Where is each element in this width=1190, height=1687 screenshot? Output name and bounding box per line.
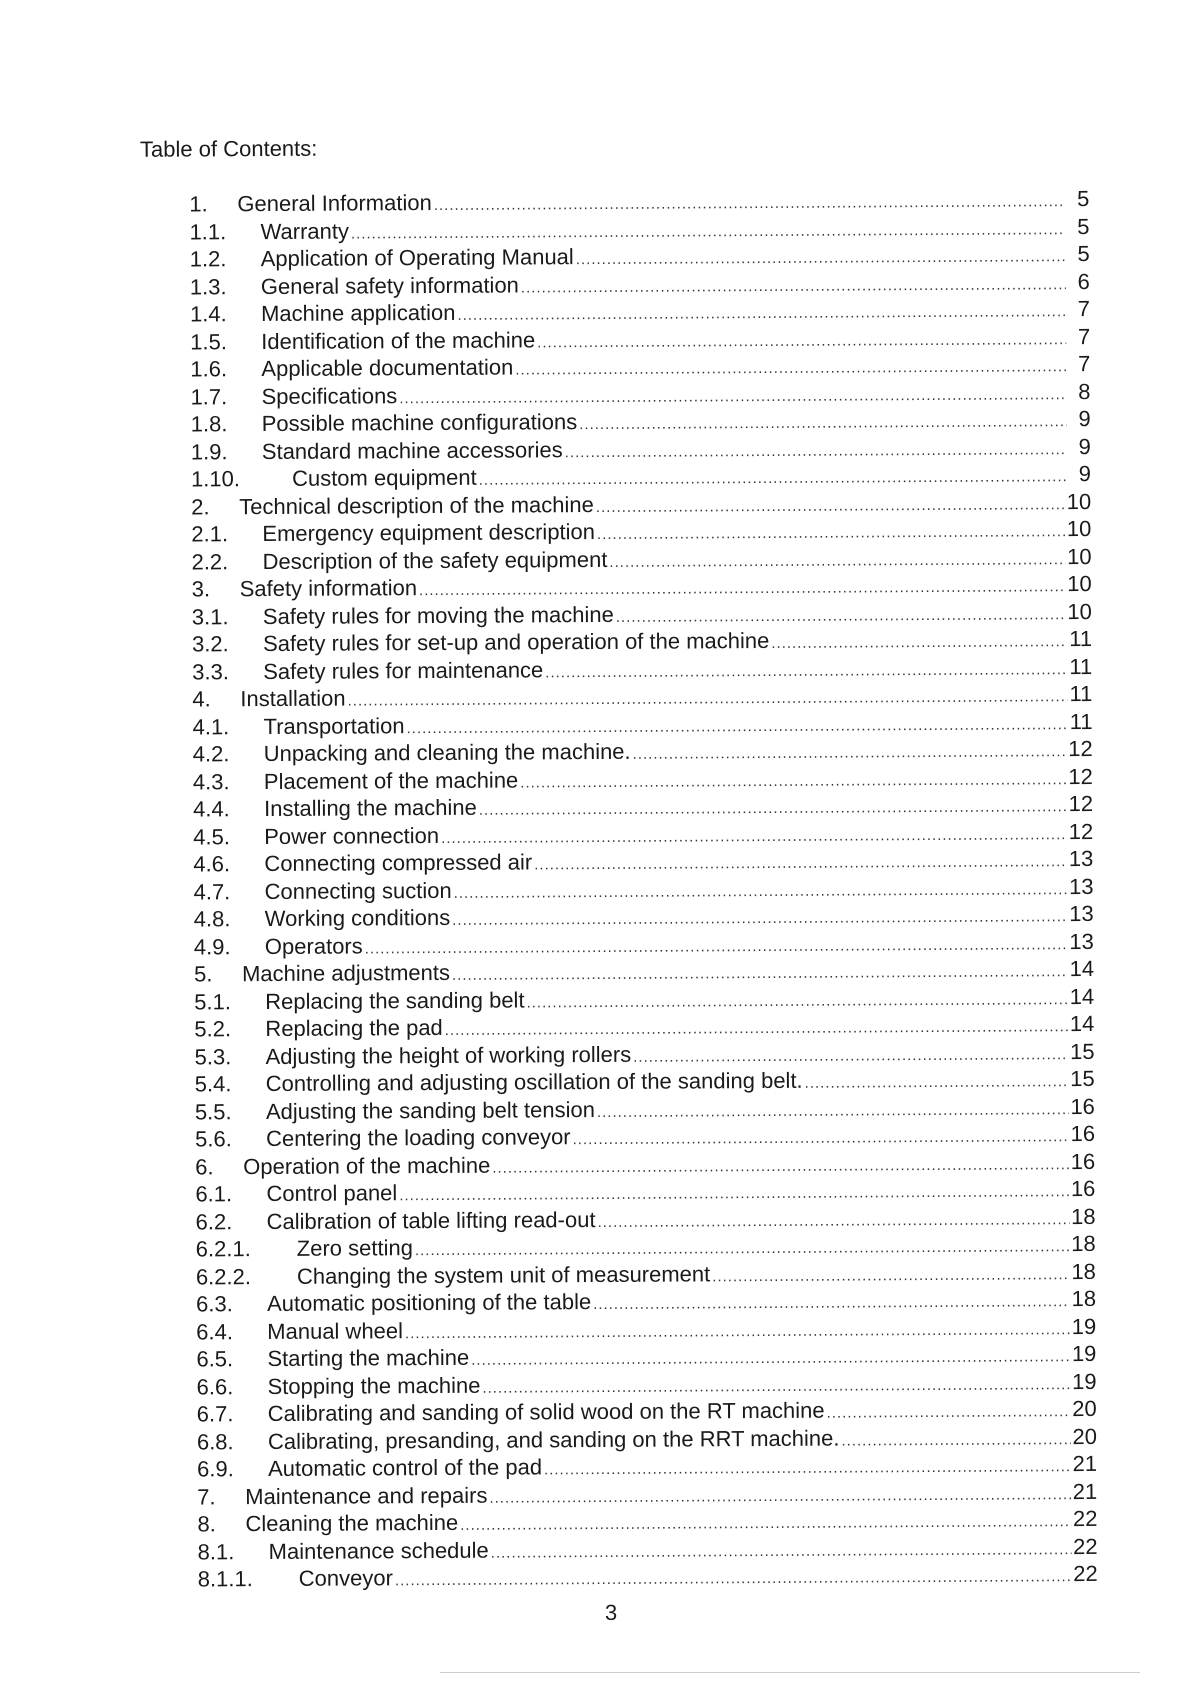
toc-entry-page: 15 bbox=[1069, 1038, 1095, 1064]
toc-entry-label: Identification of the machine bbox=[261, 326, 536, 354]
toc-entry-label: Machine adjustments bbox=[241, 959, 451, 987]
dot-leader bbox=[633, 738, 1067, 768]
toc-entry-number: 1.1. bbox=[189, 218, 227, 244]
toc-entry-page: 9 bbox=[1078, 433, 1091, 459]
toc-entry-label: Calibrating and sanding of solid wood on the RT machine bbox=[267, 1397, 825, 1427]
toc-entry-page: 5 bbox=[1077, 240, 1090, 267]
toc-entry-label: Working conditions bbox=[264, 904, 451, 932]
toc-entry-number: 5.5. bbox=[194, 1098, 232, 1124]
toc-entry-label: Placement of the machine bbox=[263, 766, 519, 794]
toc-entry-page: 20 bbox=[1072, 1423, 1097, 1449]
toc-entry bbox=[191, 405, 1091, 438]
toc-entry-page: 16 bbox=[1070, 1175, 1096, 1202]
dot-leader bbox=[471, 1343, 1070, 1374]
toc-entry-number: 4.9. bbox=[193, 933, 231, 959]
toc-entry-number: 1.8. bbox=[190, 411, 228, 437]
toc-entry-label: Unpacking and cleaning the machine. bbox=[263, 738, 631, 767]
toc-entry-page: 12 bbox=[1068, 763, 1093, 789]
toc-entry-label: Standard machine accessories bbox=[261, 436, 563, 464]
dot-leader bbox=[452, 903, 1067, 934]
toc-entry-page: 11 bbox=[1069, 680, 1093, 707]
dot-leader bbox=[565, 436, 1067, 467]
toc-entry-label: Warranty bbox=[260, 218, 350, 244]
toc-entry-number: 6.2.1. bbox=[195, 1236, 251, 1262]
toc-entry-page: 11 bbox=[1069, 625, 1093, 652]
toc-entry-label: Calibration of table lifting read-out bbox=[266, 1206, 596, 1234]
toc-entry bbox=[191, 487, 1091, 520]
dot-leader bbox=[576, 243, 1066, 273]
toc-entry-page: 11 bbox=[1069, 708, 1093, 734]
dot-leader bbox=[441, 821, 1067, 852]
dot-leader bbox=[407, 711, 1068, 743]
toc-entry-page: 9 bbox=[1078, 460, 1092, 487]
dot-leader bbox=[534, 848, 1067, 879]
toc-entry-number: 4.2. bbox=[192, 741, 230, 767]
toc-entry-label: Starting the machine bbox=[267, 1344, 470, 1372]
toc-entry-number: 5. bbox=[193, 961, 213, 987]
toc-entry-page: 18 bbox=[1071, 1258, 1096, 1284]
toc-entry bbox=[193, 872, 1093, 905]
dot-leader bbox=[805, 1068, 1069, 1097]
toc-entry-page: 19 bbox=[1071, 1313, 1097, 1339]
toc-entry-page: 18 bbox=[1070, 1203, 1096, 1229]
toc-entry-label: Conveyor bbox=[298, 1565, 393, 1591]
toc-entry bbox=[195, 1120, 1095, 1153]
toc-entry-number: 3.3. bbox=[192, 658, 229, 684]
toc-entry-label: Safety rules for set-up and operation of the machine bbox=[262, 627, 770, 657]
toc-entry-page: 8 bbox=[1078, 378, 1091, 404]
toc-entry-label: Stopping the machine bbox=[267, 1372, 481, 1399]
toc-entry-label: Technical description of the machine bbox=[239, 491, 594, 519]
toc-entry-label: Operators bbox=[264, 932, 363, 959]
toc-entry bbox=[194, 982, 1094, 1015]
toc-entry bbox=[194, 927, 1094, 960]
toc-entry-number: 1.4. bbox=[189, 301, 227, 327]
toc-entry bbox=[190, 267, 1090, 300]
toc-entry-number: 5.1. bbox=[194, 988, 232, 1014]
toc-entry bbox=[195, 1175, 1095, 1208]
toc-entry-page: 14 bbox=[1069, 955, 1095, 982]
toc-entry-label: Automatic control of the pad bbox=[268, 1454, 543, 1482]
toc-entry bbox=[192, 652, 1092, 685]
dot-leader bbox=[405, 1316, 1070, 1348]
toc-entry-page: 16 bbox=[1070, 1093, 1095, 1119]
dot-leader bbox=[712, 1261, 1069, 1291]
toc-entry-number: 3.2. bbox=[191, 631, 229, 657]
toc-entry-number: 6. bbox=[195, 1153, 214, 1179]
toc-entry-page: 10 bbox=[1067, 598, 1092, 624]
toc-entry-number: 5.6. bbox=[194, 1126, 232, 1152]
dot-leader bbox=[544, 1453, 1071, 1484]
toc-entry-number: 6.2.2. bbox=[195, 1263, 252, 1289]
toc-entry-number: 2.2. bbox=[191, 548, 229, 574]
toc-entry bbox=[197, 1477, 1097, 1510]
toc-entry-number: 8.1.1. bbox=[197, 1566, 253, 1592]
toc-entry-label: Changing the system unit of measurement bbox=[296, 1260, 711, 1289]
toc-entry-number: 6.1. bbox=[195, 1181, 233, 1207]
dot-leader bbox=[399, 1178, 1069, 1210]
toc-entry-page: 12 bbox=[1068, 735, 1093, 762]
toc-entry-page: 22 bbox=[1072, 1505, 1098, 1532]
dot-leader bbox=[457, 298, 1066, 329]
toc-entry-label: Applicable documentation bbox=[261, 354, 514, 382]
toc-entry-page: 10 bbox=[1067, 570, 1092, 597]
toc-entry-label: Zero setting bbox=[296, 1235, 413, 1261]
toc-entry-label: Installing the machine bbox=[263, 794, 477, 822]
toc-entry bbox=[192, 570, 1092, 603]
dot-leader bbox=[515, 353, 1066, 384]
dot-leader bbox=[579, 408, 1067, 438]
toc-entry bbox=[196, 1340, 1096, 1373]
toc-entry bbox=[190, 377, 1090, 410]
dot-leader bbox=[365, 931, 1068, 963]
dot-leader bbox=[616, 601, 1066, 631]
toc-entry-label: Adjusting the height of working rollers bbox=[265, 1041, 632, 1069]
toc-entry-number: 6.4. bbox=[196, 1318, 234, 1344]
toc-entry bbox=[190, 350, 1090, 383]
toc-entry-number: 2.1. bbox=[191, 521, 229, 547]
toc-entry bbox=[194, 1037, 1094, 1070]
toc-entry bbox=[197, 1395, 1097, 1428]
toc-entry-number: 6.2. bbox=[195, 1208, 233, 1234]
toc-entry-page: 12 bbox=[1068, 818, 1094, 844]
toc-entry-page: 18 bbox=[1071, 1285, 1097, 1312]
toc-entry-page: 7 bbox=[1078, 350, 1091, 377]
dot-leader bbox=[445, 1013, 1068, 1044]
toc-entry bbox=[196, 1285, 1096, 1318]
dot-leader bbox=[597, 1096, 1069, 1126]
dot-leader bbox=[434, 188, 1066, 219]
toc-entry-label: Connecting compressed air bbox=[264, 849, 533, 877]
toc-entry-page: 5 bbox=[1077, 213, 1090, 239]
toc-entry-label: Safety information bbox=[239, 575, 418, 602]
toc-entry bbox=[197, 1422, 1097, 1455]
toc-entry bbox=[196, 1367, 1096, 1400]
dot-leader bbox=[841, 1426, 1070, 1455]
toc-entry-page: 7 bbox=[1077, 323, 1091, 349]
dot-leader bbox=[460, 1508, 1071, 1539]
toc-entry-page: 10 bbox=[1066, 515, 1092, 542]
toc-entry bbox=[194, 955, 1094, 988]
toc-title: Table of Contents: bbox=[139, 135, 318, 162]
toc-entry bbox=[193, 817, 1093, 850]
toc-entry-page: 13 bbox=[1069, 900, 1094, 927]
toc-entry-label: Connecting suction bbox=[264, 877, 452, 904]
toc-entry bbox=[197, 1505, 1097, 1538]
dot-leader bbox=[633, 1041, 1068, 1071]
toc-entry-page: 22 bbox=[1073, 1533, 1098, 1559]
toc-entry bbox=[194, 1010, 1094, 1043]
toc-entry-number: 2. bbox=[191, 493, 210, 519]
dot-leader bbox=[545, 656, 1067, 687]
dot-leader bbox=[479, 793, 1067, 824]
toc-entry bbox=[189, 185, 1089, 218]
toc-entry bbox=[191, 515, 1091, 548]
dot-leader bbox=[415, 1233, 1069, 1264]
toc-entry-label: Description of the safety equipment bbox=[262, 546, 608, 574]
toc-entry-label: Custom equipment bbox=[291, 464, 477, 491]
toc-entry-number: 4.4. bbox=[192, 796, 230, 822]
toc-entry bbox=[191, 432, 1091, 465]
dot-leader bbox=[452, 958, 1068, 989]
toc-entry-number: 8. bbox=[197, 1511, 216, 1537]
toc-entry-number: 6.9. bbox=[197, 1456, 234, 1482]
toc-entry bbox=[192, 597, 1092, 630]
toc-entry-number: 1.3. bbox=[189, 273, 227, 299]
toc-entry-label: Control panel bbox=[266, 1180, 398, 1207]
toc-entry-label: Specifications bbox=[261, 382, 398, 409]
toc-entry bbox=[193, 790, 1093, 823]
toc-entry-page: 10 bbox=[1066, 488, 1092, 514]
dot-leader bbox=[520, 766, 1066, 797]
dot-leader bbox=[479, 463, 1068, 494]
toc-entry bbox=[191, 460, 1091, 493]
toc-entry-number: 1.9. bbox=[190, 438, 228, 464]
toc-entry-number: 4.5. bbox=[193, 823, 230, 849]
dot-leader bbox=[771, 628, 1067, 657]
toc-entry-number: 4.1. bbox=[192, 713, 230, 739]
toc-entry-number: 1.2. bbox=[189, 246, 227, 272]
toc-entry bbox=[189, 212, 1089, 245]
dot-leader bbox=[351, 216, 1066, 248]
toc-entry-number: 1.6. bbox=[190, 356, 228, 382]
toc-entry-label: General Information bbox=[237, 190, 432, 217]
toc-entry bbox=[192, 707, 1092, 740]
toc-entry bbox=[198, 1532, 1098, 1565]
toc-entry-page: 18 bbox=[1071, 1230, 1096, 1257]
toc-entry-number: 4.3. bbox=[192, 768, 230, 794]
toc-entry-page: 14 bbox=[1069, 1010, 1095, 1037]
toc-entry-number: 6.8. bbox=[196, 1428, 234, 1454]
toc-entry-number: 1.7. bbox=[190, 383, 228, 409]
dot-leader bbox=[399, 381, 1066, 413]
toc-entry-page: 13 bbox=[1068, 845, 1094, 872]
toc-entry bbox=[195, 1147, 1095, 1180]
dot-leader bbox=[537, 326, 1066, 357]
toc-entry-page: 21 bbox=[1072, 1450, 1098, 1477]
toc-entry-label: Calibrating, presanding, and sanding on the RRT machine. bbox=[267, 1425, 840, 1454]
toc-entry-page: 9 bbox=[1078, 405, 1091, 432]
toc-entry-number: 7. bbox=[197, 1483, 216, 1509]
dot-leader bbox=[596, 491, 1065, 521]
toc-entry-number: 5.3. bbox=[194, 1043, 232, 1069]
toc-entry-number: 3.1. bbox=[191, 603, 229, 629]
toc-entry-page: 19 bbox=[1071, 1368, 1097, 1394]
toc-entry-number: 6.6. bbox=[196, 1373, 234, 1399]
toc-entry-page: 20 bbox=[1072, 1395, 1097, 1422]
toc-entry-label: Safety rules for maintenance bbox=[263, 656, 544, 684]
toc-entry-label: Power connection bbox=[264, 822, 440, 849]
toc-entry-page: 5 bbox=[1077, 185, 1090, 212]
toc-entry-number: 4.7. bbox=[193, 878, 231, 904]
toc-entry-label: Machine application bbox=[260, 299, 456, 327]
toc-entry bbox=[193, 735, 1093, 768]
toc-entry bbox=[191, 542, 1091, 575]
toc-entry bbox=[194, 900, 1094, 933]
toc-entry-page: 6 bbox=[1077, 268, 1090, 294]
toc-entry bbox=[197, 1450, 1097, 1483]
toc-entry bbox=[196, 1257, 1096, 1290]
dot-leader bbox=[597, 1206, 1069, 1236]
dot-leader bbox=[526, 986, 1067, 1017]
toc-entry-label: Centering the loading conveyor bbox=[265, 1124, 571, 1152]
toc-entry-label: Automatic positioning of the table bbox=[266, 1289, 592, 1317]
toc-entry-label: General safety information bbox=[260, 271, 519, 299]
dot-leader bbox=[419, 573, 1065, 604]
dot-leader bbox=[492, 1151, 1069, 1182]
toc-entry-number: 6.5. bbox=[196, 1346, 234, 1372]
dot-leader bbox=[491, 1536, 1072, 1567]
toc-entry-page: 21 bbox=[1072, 1478, 1098, 1504]
toc-entry-page: 11 bbox=[1069, 653, 1093, 679]
toc-entry bbox=[193, 762, 1093, 795]
toc-entry-label: Emergency equipment description bbox=[262, 519, 596, 547]
toc-entry bbox=[190, 240, 1090, 273]
toc-entry-page: 19 bbox=[1071, 1340, 1097, 1367]
dot-leader bbox=[395, 1563, 1072, 1595]
toc-entry-page: 12 bbox=[1068, 790, 1094, 817]
toc-entry-label: Controlling and adjusting oscillation of the sanding belt. bbox=[265, 1067, 803, 1097]
toc-entry-label: Possible machine configurations bbox=[261, 409, 578, 437]
toc-entry-page: 7 bbox=[1077, 295, 1091, 322]
toc-entry bbox=[195, 1092, 1095, 1125]
toc-entry bbox=[196, 1312, 1096, 1345]
toc-entry-number: 4.8. bbox=[193, 906, 231, 932]
toc-entry-page: 22 bbox=[1073, 1560, 1098, 1587]
toc-entry bbox=[192, 625, 1092, 658]
scan-edge-line bbox=[440, 1672, 1140, 1673]
toc-entry-label: Installation bbox=[240, 685, 346, 712]
toc-entry bbox=[195, 1202, 1095, 1235]
toc-entry-page: 15 bbox=[1070, 1065, 1095, 1092]
toc-entry-number: 1. bbox=[189, 191, 208, 217]
toc-entry-label: Operation of the machine bbox=[243, 1152, 491, 1179]
toc-entry bbox=[192, 680, 1092, 713]
toc-entry-page: 10 bbox=[1066, 543, 1092, 569]
dot-leader bbox=[347, 683, 1067, 715]
toc-entry-label: Application of Operating Manual bbox=[260, 244, 574, 272]
toc-entry-number: 6.3. bbox=[195, 1291, 233, 1317]
dot-leader bbox=[593, 1288, 1070, 1318]
toc-entry-number: 4. bbox=[192, 686, 211, 712]
toc-entry bbox=[193, 845, 1093, 878]
toc-entry-number: 3. bbox=[191, 576, 211, 602]
toc-entry-label: Replacing the sanding belt bbox=[265, 986, 525, 1014]
toc-entry-page: 16 bbox=[1070, 1148, 1096, 1174]
dot-leader bbox=[573, 1123, 1069, 1154]
toc-entry bbox=[198, 1560, 1098, 1593]
toc-entry-page: 13 bbox=[1069, 928, 1094, 954]
toc-entry-page: 13 bbox=[1068, 873, 1094, 899]
toc-entry bbox=[195, 1065, 1095, 1098]
toc-entry-label: Replacing the pad bbox=[265, 1014, 443, 1042]
toc-entry-label: Cleaning the machine bbox=[245, 1509, 459, 1537]
toc-entry-number: 5.4. bbox=[194, 1071, 232, 1097]
dot-leader bbox=[521, 271, 1066, 302]
toc-entry-label: Safety rules for moving the machine bbox=[262, 601, 614, 629]
toc-entry-label: Maintenance and repairs bbox=[245, 1482, 488, 1509]
dot-leader bbox=[454, 876, 1068, 907]
toc-entry-number: 1.5. bbox=[190, 328, 227, 354]
toc-entry bbox=[190, 295, 1090, 328]
toc-entry bbox=[190, 322, 1090, 355]
page-number: 3 bbox=[604, 1599, 618, 1625]
toc-entry-page: 14 bbox=[1069, 983, 1095, 1009]
toc-entry-number: 4.6. bbox=[193, 851, 231, 877]
toc-entry-number: 5.2. bbox=[194, 1016, 232, 1042]
dot-leader bbox=[489, 1481, 1071, 1512]
toc-entry-label: Maintenance schedule bbox=[268, 1537, 489, 1564]
dot-leader bbox=[597, 518, 1065, 548]
toc-entry-page: 16 bbox=[1070, 1120, 1096, 1147]
toc-entry-number: 8.1. bbox=[197, 1538, 235, 1564]
toc-list bbox=[189, 185, 1098, 1593]
dot-leader bbox=[827, 1398, 1071, 1427]
toc-entry-label: Adjusting the sanding belt tension bbox=[265, 1096, 595, 1124]
toc-entry bbox=[196, 1230, 1096, 1263]
toc-entry-number: 6.7. bbox=[196, 1401, 234, 1427]
dot-leader bbox=[609, 546, 1065, 576]
toc-entry-label: Manual wheel bbox=[267, 1317, 404, 1344]
toc-entry-number: 1.10. bbox=[190, 466, 241, 492]
toc-entry-label: Transportation bbox=[263, 712, 405, 739]
